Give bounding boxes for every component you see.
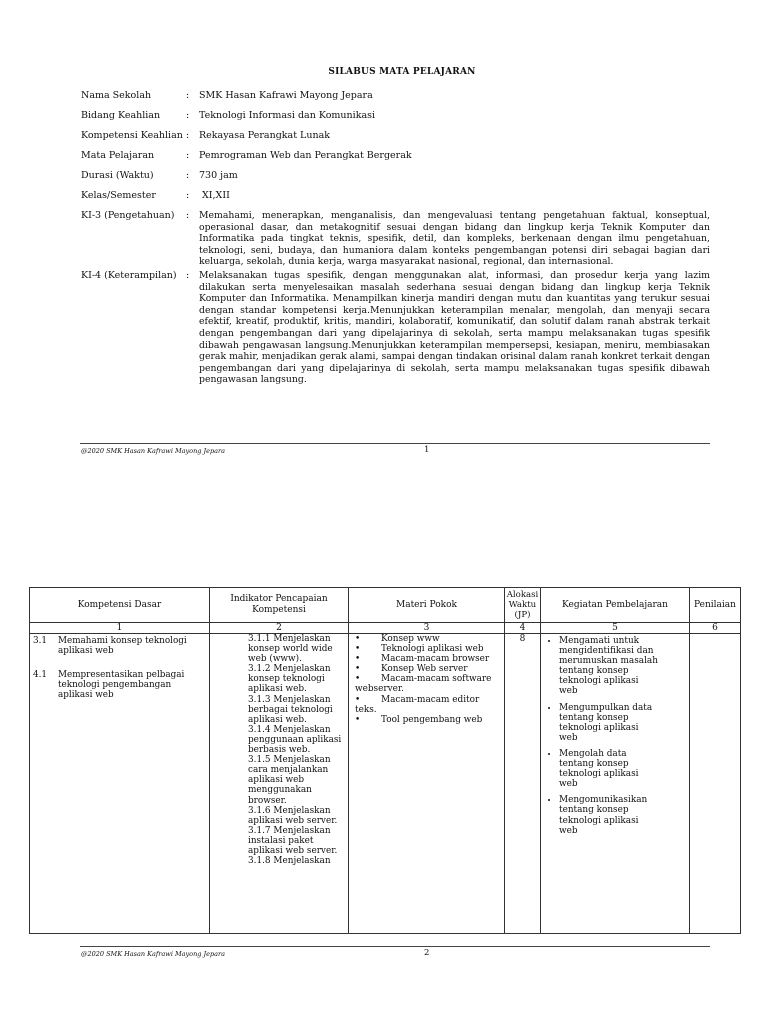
column-number: 1 bbox=[30, 623, 210, 634]
info-value: 730 jam bbox=[199, 170, 238, 181]
indikator-item: 3.1.5 Menjelaskan cara menjalankan aplikasi web menggunakan browser. bbox=[248, 755, 331, 806]
materi-text: Teknologi aplikasi web bbox=[381, 644, 484, 655]
ki3-colon: : bbox=[186, 210, 190, 221]
info-colon: : bbox=[186, 90, 190, 101]
info-value: Teknologi Informasi dan Komunikasi bbox=[199, 110, 376, 121]
indikator-item: 3.1.8 Menjelaskan bbox=[248, 856, 331, 867]
header-materi-pokok: Materi Pokok bbox=[349, 588, 505, 623]
info-colon: : bbox=[186, 130, 190, 141]
cell-kegiatan bbox=[541, 634, 690, 934]
bullet-icon: • bbox=[355, 674, 361, 685]
bullet-icon: • bbox=[355, 714, 361, 725]
syllabus-table bbox=[29, 587, 741, 934]
cell-kompetensi-dasar bbox=[30, 634, 210, 934]
materi-text: Macam-macam editor teks. bbox=[355, 694, 480, 715]
info-colon: : bbox=[186, 190, 190, 201]
materi-item bbox=[355, 674, 500, 694]
materi-item bbox=[355, 664, 500, 674]
kd-number: 3.1 bbox=[33, 636, 47, 646]
ki4-label: KI-4 (Keterampilan) bbox=[81, 270, 177, 281]
ki3-label: KI-3 (Pengetahuan) bbox=[81, 210, 175, 221]
materi-text: Konsep Web server bbox=[381, 664, 468, 675]
info-label: Mata Pelajaran bbox=[81, 150, 155, 161]
cell-penilaian bbox=[690, 634, 741, 934]
page-number: 2 bbox=[424, 948, 430, 958]
column-number: 6 bbox=[690, 623, 741, 634]
bullet-icon: • bbox=[355, 664, 361, 675]
materi-item bbox=[355, 695, 500, 715]
info-colon: : bbox=[186, 150, 190, 161]
info-label: Kompetensi Keahlian bbox=[81, 130, 183, 141]
indikator-item: 3.1.2 Menjelaskan konsep teknologi aplikasi web. bbox=[248, 664, 331, 695]
info-value: SMK Hasan Kafrawi Mayong Jepara bbox=[199, 90, 373, 101]
bullet-icon: • bbox=[355, 694, 361, 705]
cell-indikator bbox=[210, 634, 349, 934]
footer-divider bbox=[80, 946, 710, 947]
info-label: Nama Sekolah bbox=[81, 90, 152, 101]
info-value: Pemrograman Web dan Perangkat Bergerak bbox=[199, 150, 412, 161]
document-title: SILABUS MATA PELAJARAN bbox=[328, 67, 476, 77]
header-indikator: Indikator Pencapaian Kompetensi bbox=[210, 588, 349, 623]
info-value: XI,XII bbox=[199, 190, 230, 201]
kegiatan-item: • Mengamati untuk mengidentifikasi dan merumuskan masalah tentang konsep teknologi aplikasi web bbox=[559, 636, 689, 697]
ki4-text: Melaksanakan tugas spesifik, dengan menggunakan alat, informasi, dan prosedur kerja yang lazim dilakukan serta menyelesaikan masalah sederhana sesuai dengan bidang dan lingkup kerja Teknik Komputer dan Informatika. Menampilkan kinerja mandiri dengan mutu dan kuantitas yang terukur sesuai dengan standar kompetensi kerja.Menunjukkan keterampilan menalar, mengolah, dan menyaji secara efektif, kreatif, produktif, kritis, mandiri, kolaboratif, komunikatif, dan solutif dalam ranah abstrak terkait dengan pengembangan dari yang dipelajarinya di sekolah, serta mampu melaksanakan tugas spesifik dibawah pengawasan langsung.Menunjukkan keterampilan mempersepsi, kesiapan, meniru, membiasakan gerak mahir, menjadikan gerak alami, sampai dengan tindakan orisinal dalam ranah konkret terkait dengan pengembangan dari yang dipelajarinya di sekolah, serta mampu melaksanakan tugas spesifik dibawah pengawasan langsung. bbox=[199, 270, 710, 386]
column-number: 4 bbox=[505, 623, 541, 634]
materi-text: Macam-macam browser bbox=[381, 654, 490, 665]
info-label: Kelas/Semester bbox=[81, 190, 156, 201]
footer-copyright: @2020 SMK Hasan Kafrawi Mayong Jepara bbox=[81, 447, 225, 455]
column-number: 5 bbox=[541, 623, 690, 634]
materi-text: Macam-macam software webserver. bbox=[355, 674, 492, 695]
indikator-item: 3.1.4 Menjelaskan penggunaan aplikasi berbasis web. bbox=[248, 724, 342, 756]
info-colon: : bbox=[186, 170, 190, 181]
indikator-item: 3.1.3 Menjelaskan berbagai teknologi aplikasi web. bbox=[248, 694, 333, 725]
kd-item bbox=[30, 670, 209, 700]
materi-item bbox=[355, 644, 500, 654]
footer-copyright: @2020 SMK Hasan Kafrawi Mayong Jepara bbox=[81, 950, 225, 958]
kd-text: Memahami konsep teknologi aplikasi web bbox=[58, 636, 187, 656]
bullet-icon: • bbox=[355, 634, 361, 644]
ki4-colon: : bbox=[186, 270, 190, 281]
materi-item bbox=[355, 634, 500, 644]
header-kegiatan: Kegiatan Pembelajaran bbox=[541, 588, 690, 623]
indikator-item: 3.1.1 Menjelaskan konsep world wide web (www). bbox=[248, 634, 333, 665]
materi-item bbox=[355, 654, 500, 664]
materi-text: Konsep www bbox=[381, 634, 440, 644]
info-label: Bidang Keahlian bbox=[81, 110, 161, 121]
page-number: 1 bbox=[424, 445, 430, 455]
bullet-icon: • bbox=[355, 644, 361, 655]
header-penilaian: Penilaian bbox=[690, 588, 741, 623]
kegiatan-item: • Mengumpulkan data tentang konsep teknologi aplikasi web bbox=[559, 703, 689, 743]
info-colon: : bbox=[186, 110, 190, 121]
kd-item bbox=[30, 636, 209, 656]
column-number: 2 bbox=[210, 623, 349, 634]
kegiatan-item: • Mengomunikasikan tentang konsep teknologi aplikasi web bbox=[559, 795, 689, 835]
indikator-item: 3.1.7 Menjelaskan instalasi paket aplikasi web server. bbox=[248, 825, 338, 856]
bullet-icon: • bbox=[355, 654, 361, 665]
info-label: Durasi (Waktu) bbox=[81, 170, 154, 181]
materi-text: Tool pengembang web bbox=[381, 714, 483, 725]
kd-text: Mempresentasikan pelbagai teknologi pengembangan aplikasi web bbox=[58, 670, 185, 700]
cell-materi-pokok bbox=[349, 634, 505, 934]
ki3-text: Memahami, menerapkan, menganalisis, dan mengevaluasi tentang pengetahuan faktual, konseptual, operasional dasar, dan metakognitif sesuai dengan bidang dan lingkup kerja Teknik Komputer dan Informatika pada tingkat teknis, spesifik, detil, dan kompleks, berkenaan dengan ilmu pengetahuan, teknologi, seni, budaya, dan humaniora dalam konteks pengembangan potensi diri sebagai bagian dari keluarga, sekolah, dunia kerja, warga masyarakat nasional, regional, dan internasional. bbox=[199, 210, 710, 268]
materi-item bbox=[355, 715, 500, 725]
footer-divider bbox=[80, 443, 710, 444]
header-alokasi-waktu: Alokasi Waktu (JP) bbox=[505, 588, 541, 623]
column-number: 3 bbox=[349, 623, 505, 634]
kd-number: 4.1 bbox=[33, 670, 47, 680]
info-value: Rekayasa Perangkat Lunak bbox=[199, 130, 331, 141]
kegiatan-item: • Mengolah data tentang konsep teknologi aplikasi web bbox=[559, 749, 689, 789]
indikator-item: 3.1.6 Menjelaskan aplikasi web server. bbox=[248, 805, 338, 826]
header-kompetensi-dasar: Kompetensi Dasar bbox=[30, 588, 210, 623]
cell-alokasi-waktu: 8 bbox=[505, 634, 541, 934]
